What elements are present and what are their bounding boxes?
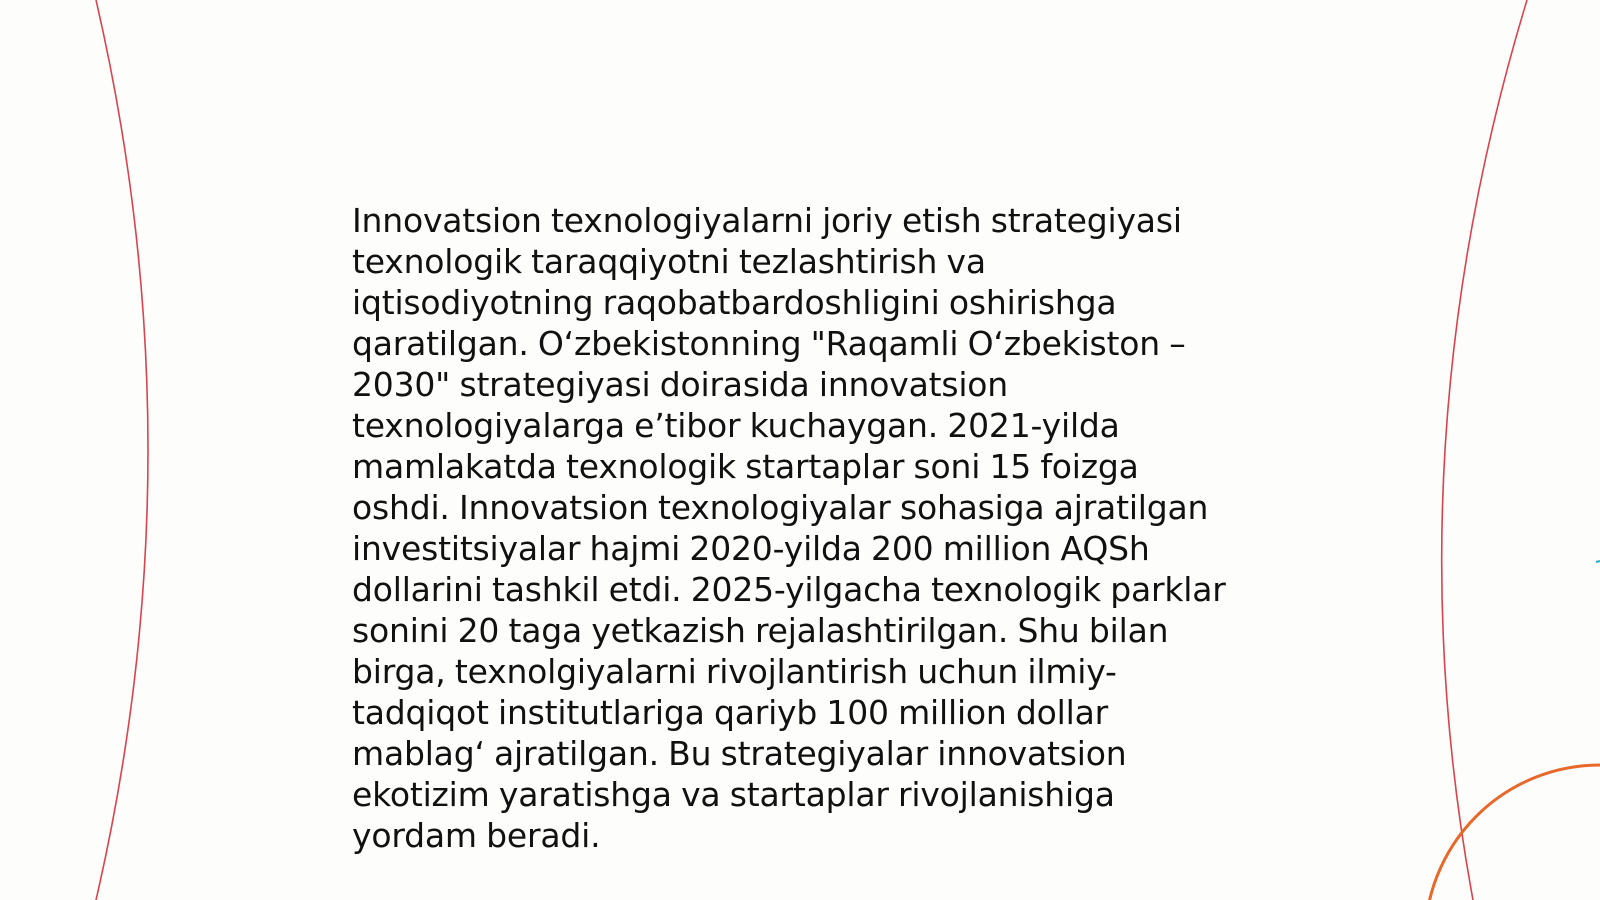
right-arc-line [1442,0,1527,900]
left-arc-line [96,0,148,900]
orange-circle-arc [1425,765,1600,900]
slide-body-text: Innovatsion texnologiyalarni joriy etish strategiyasi texnologik taraqqiyotni tezlashtirish va iqtisodiyotning raqobatbardoshligini oshirishga qaratilgan. O‘zbekistonning "Raqamli O‘zbekiston – 2030" strategiyasi doirasida innovatsion texnologiyalarga e’tibor kuchaygan. 2021-yilda mamlakatda texnologik startaplar soni 15 foizga oshdi. Innovatsion texnologiyalar sohasiga ajratilgan investitsiyalar hajmi 2020-yilda 200 million AQSh dollarini tashkil etdi. 2025-yilgacha texnologik parklar sonini 20 taga yetkazish rejalashtirilgan. Shu bilan birga, texnolgiyalarni rivojlantirish uchun ilmiy-tadqiqot institutlariga qariyb 100 million dollar mablag‘ ajratilgan. Bu strategiyalar innovatsion ekotizim yaratishga va startaplar rivojlanishiga yordam beradi. [352,201,1226,855]
teal-tick-mark [1596,561,1600,562]
